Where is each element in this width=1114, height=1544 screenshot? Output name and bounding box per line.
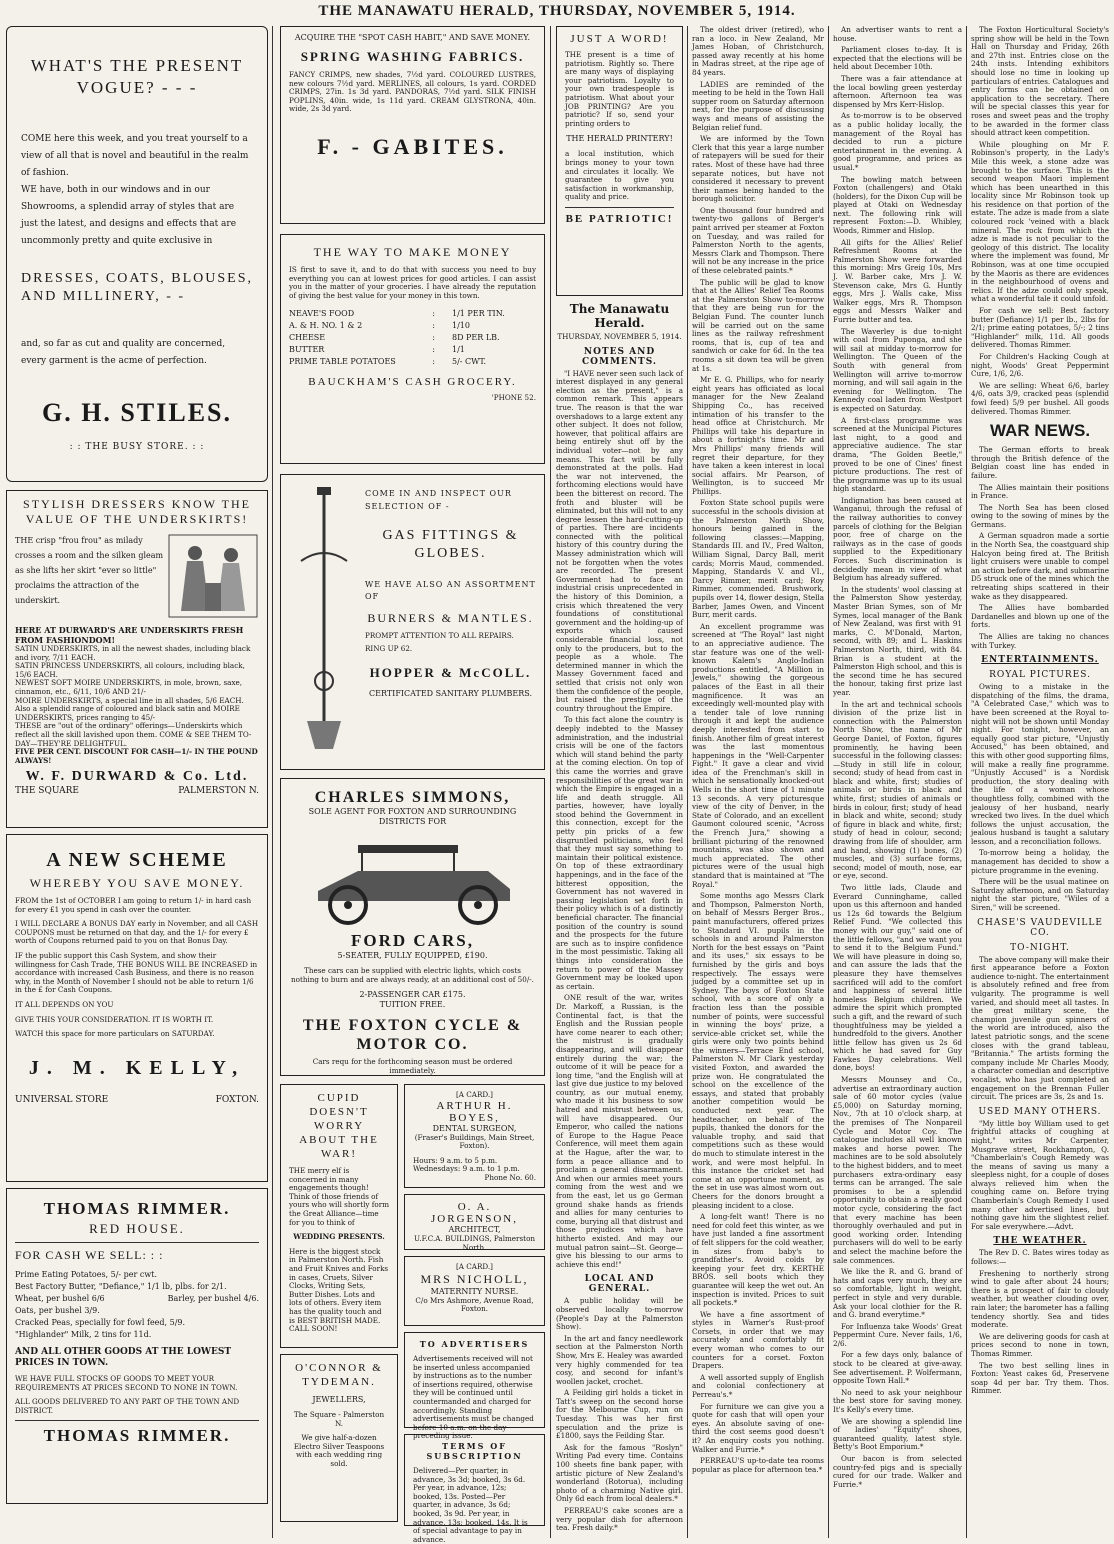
nicholl-name: MRS NICHOLL,: [420, 1271, 529, 1286]
simmons-advert: [280, 778, 545, 1076]
kelly-address-right: FOXTON.: [215, 1094, 259, 1105]
price-row: [289, 344, 536, 356]
printery-body-2: a local institution, which brings money to your town and circulates it locally. We guarantee to give you satisfaction in workmanship, quality and price.: [565, 149, 674, 202]
article-paragraph: All gifts for the Allies' Relief Refreshment Rooms at the Palmerston Show were forwarded this morning: Mrs Greig 10s, Mrs J. W. Barber cake, Mrs J. W. Stevenson cake, Mrs G. Huntly eggs, Mrs J. Walls cake, Miss Walker eggs, Mrs R. Thompson eggs and Messrs Walker and Furrie butter and tea.: [833, 237, 962, 324]
printery-heading: JUST A WORD!: [570, 33, 669, 45]
hopper-heading: GAS FITTINGS & GLOBES.: [382, 528, 519, 561]
entertainments-heading: ENTERTAINMENTS.: [981, 655, 1099, 666]
used-paragraphs: [971, 1120, 1109, 1232]
article-paragraph: A well assorted supply of English and colonial confectionery at Perreau's.*: [692, 1372, 824, 1400]
article-paragraph: To-morrow being a holiday, the management has decided to show a picture programme in the evening.: [971, 848, 1109, 875]
article-paragraph: We are selling: Wheat 6/6, barley 4/6, oats 3/9, cracked peas (splendid fowl feed) 5/9 per bushel. All goods delivered. Thomas Rimmer.: [971, 380, 1109, 416]
durward-heading: STYLISH DRESSERS KNOW THE VALUE OF THE UNDERSKIRTS!: [23, 497, 251, 526]
gabites-top: ACQUIRE THE "SPOT CASH HABIT," AND SAVE MONEY.: [294, 33, 531, 42]
durward-para: FIVE PER CENT. DISCOUNT FOR CASH—1/- IN THE POUND ALWAYS!: [15, 747, 258, 765]
article-paragraph: To this fact alone the country is deeply indebted to the Massey administration, and the industrial crisis will be one of the factors which will stand behind the party at the coming election. On top of this came the worries and grave responsibilities of the great war in which the Empire is engaged in a life and death struggle. All parties, however, have loyally stood behind the Government in this connection, except for the petty pin pricks of a few disgruntled politicians, who feel that they must say something to maintain their political existence. On top of these extraordinary happenings, and in the face of the bitterest opposition, the Government has not wavered in passing legislation set forth in their policy which is of a distinctly beneficial character. The financial position of the country is sound and the prospects for the future are such as to inspire confidence in the most pessimistic. Taking all things into consideration the return to power of the Massey Government may be looked upon as certain.: [556, 715, 683, 991]
price-row: [15, 1329, 259, 1341]
price-cell: :: [432, 357, 435, 367]
gabites-name: F. - GABITES.: [317, 133, 508, 159]
price-row: [15, 1281, 259, 1293]
price-row: [15, 1293, 259, 1305]
durward-para: MOIRE UNDERSKIRTS, a special line in all shades, 5/6 EACH.: [15, 695, 244, 705]
rimmer-para: AND ALL OTHER GOODS AT THE LOWEST PRICES IN TOWN.: [15, 1347, 232, 1368]
simmons-tuition: TUITION FREE.: [379, 1000, 446, 1010]
cupid-sub: WEDDING PRESENTS.: [293, 1232, 385, 1242]
article-paragraph: LADIES are reminded of the meeting to be held in the Town Hall supper room on Saturday afternoon next, for the purpose of discussing ways and means of assisting the Belgian relief fund.: [692, 79, 824, 132]
kelly-para: FROM the 1st of OCTOBER I am going to return 1/- in hard cash for every £1 you spend in cash over the counter.: [15, 896, 252, 914]
advertisers-body: Advertisements received will not be inserted unless accompanied by instructions as to the number of insertions required, otherwise they will be continued until countermanded and charged for accordingly. Standing advertisements must be changed before 10 a.m. on the day preceding issue.: [413, 1354, 534, 1441]
price-cell: "Highlander" Milk, 2 tins for 11d.: [15, 1330, 152, 1339]
price-cell: CHEESE: [289, 333, 326, 343]
article-paragraph: We like the R. and G. brand of hats and caps very much, they are so comfortable, light in weight, perfect in style and very durable. Ask your local clothier for the R. and G. brand everytime.*: [833, 1267, 962, 1320]
article-paragraph: Indignation has been caused at Wanganui, through the refusal of the railway authorities to convey parcels of clothing for the Belgian poor, free of charge on the railways as in the case of goods supplied to the Expeditionary Forces. Such discrimination is decidedly mean in view of what Belgium has already suffered.: [833, 495, 962, 583]
oconnor-advert: [280, 1354, 398, 1522]
article-paragraph: The oldest driver (retired), who ran a loco. in New Zealand, Mr James Hoban, of Christchurch, passed away recently at his home in Madras street, at the ripe age of 84 years.: [692, 25, 824, 77]
bauckham-price-list: [289, 308, 536, 368]
article-paragraph: A Feilding girl holds a ticket in Tatt's sweep on the second horse for the Melbourne Cup, run on Tuesday. This was her first speculation and the prize is £1800, says the Feilding Star.: [556, 1388, 683, 1441]
bauckham-name: BAUCKHAM'S CASH GROCERY.: [308, 376, 517, 389]
article-paragraph: Some months ago Messrs Clark and Thompson, Palmerston North, on behalf of Messrs Berger Bros., paint manufacturers, offered prizes to Standard VI. pupils in the schools in and around Palmerston North for the best essays on "Paint and its uses," six essays to be furnished by the girls and boys respectively. The essays were judged by a committee set up in Sydney. The boys of Foxton State school, with a score of only a fraction less than the possible number of points, were successful in winning the boys' prize, a service-able cricket set, while the girls were only two points behind the winners—Terrace End school, Palmerston N. Mr Clark yesterday visited Foxton, and awarded the prize won. He congratulated the school on the excellence of the essays, and stated that probably another competition would be conducted next year. The headteacher, on behalf of the pupils, thanked the donors for the valuable trophy, and said that competitions such as these would do much to stimulate interest in the work, and were most helpful. In this instance the cricket set had come at an opportune moment, as the set in use was almost worn out. Cheers for the donors brought a pleasing incident to a close.: [692, 891, 824, 1210]
column-1: [6, 26, 268, 1538]
bauckham-advert: [280, 234, 545, 464]
simmons-para: These cars can be supplied with electric lights, which costs nothing to burn and are always ready, at an additional cost of 50/-.: [291, 966, 534, 984]
rimmer-cash-heading: FOR CASH WE SELL: : :: [15, 1248, 164, 1262]
gabites-heading: SPRING WASHING FABRICS.: [300, 49, 525, 64]
advertisers-notice: [404, 1332, 545, 1441]
stiles-para: and, so far as cut and quality are concerned, every garment is the acme of perfection.: [21, 339, 226, 366]
war-news-paragraphs: [971, 446, 1109, 650]
chase-heading: CHASE'S VAUDEVILLE CO.: [977, 917, 1103, 938]
rimmer-para: WE HAVE FULL STOCKS OF GOODS TO MEET YOUR REQUIREMENTS AT PRICES SECOND TO NONE IN TOWN.: [15, 1374, 238, 1392]
price-cell: NEAVE'S FOOD: [289, 309, 355, 319]
kelly-para: IF the public support this Cash System, and show their willingness for Cash Trade, THE BONUS WILL BE INCREASED in accordance with increased Cash Business, and there is no reason why, in the Month of November I should not be able to return 1/6 in the £ for Cash Coupons.: [15, 950, 258, 995]
price-cell: Cracked Peas, specially for fowl feed, 5/9.: [15, 1318, 186, 1327]
boyes-title: DENTAL SURGEON,: [432, 1123, 517, 1133]
stiles-para: WE have, both in our windows and in our Showrooms, a splendid array of styles that are just the latest, and designs and effects that are uncommonly pretty and quite exclusive in: [21, 185, 237, 246]
chase-paragraphs: [971, 956, 1109, 1102]
kelly-para: IT ALL DEPENDS ON YOU: [15, 999, 114, 1009]
simmons-company: THE FOXTON CYCLE & MOTOR CO.: [302, 1017, 523, 1054]
durward-name: W. F. DURWARD & Co. Ltd.: [25, 769, 249, 785]
article-paragraph: In the art and technical schools division of the prize list in connection with the Palmerston North Show, the name of Mr George Daniel, of Foxton, figures prominently, he having been successful in the following classes:—Study in still life in colour, second; study of head from cast in black and white, first; studies of animals or birds in black and white, first; studies of animals or birds in colour, first; study of head in black and white, second; study of figure in black and white, first; study of head in colour, second; drawing from life of shoulder, arm and hand, showing (1) bones, (2) muscles, and (3) surface forms, second; model of mouth, nose, ear or eye, second.: [833, 699, 962, 881]
subscription-heading: TERMS OF SUBSCRIPTION: [426, 1441, 523, 1461]
price-row: [289, 356, 536, 368]
stiles-goods: DRESSES, COATS, BLOUSES, AND MILLINERY, - -: [21, 271, 253, 304]
column-3: [556, 26, 683, 1538]
stiles-tagline: : : THE BUSY STORE. : :: [69, 442, 205, 452]
herald-printery-advert: [556, 26, 683, 296]
subscription-notice: [404, 1434, 545, 1544]
hopper-para: WE HAVE ALSO AN ASSORTMENT OF: [365, 580, 536, 601]
rimmer-subheading: RED HOUSE.: [89, 1221, 185, 1236]
war-news-heading: WAR NEWS.: [989, 421, 1091, 441]
jorgenson-card: [404, 1194, 545, 1250]
simmons-para: 2-PASSENGER CAR £175.: [359, 990, 466, 1000]
article-paragraph: For Children's Hacking Cough at night, Woods' Great Peppermint Cure, 1/6, 2/6.: [971, 351, 1109, 379]
article-paragraph: A long-felt want! There is no need for cold feet this winter, as we have just landed a fine assortment of felt slippers for the cold weather, in sizes from baby's to grandfather's. Avoid colds by keeping your feet dry. KERTHE BROS. sell boots which they guarantee will keep the wet out. An inspection is invited. Prices to suit all pockets.*: [692, 1212, 824, 1308]
masthead: THE MANAWATU HERALD, THURSDAY, NOVEMBER 5, 1914.: [318, 3, 796, 19]
price-row: [15, 1317, 259, 1329]
article-paragraph: We have a fine assortment of styles in Warner's Rust-proof Corsets, in order that we may accurately and comfortably fit every woman who comes to our counters for a corset. Foxton Drapers.: [692, 1309, 824, 1371]
column-4: [692, 26, 824, 1538]
price-row: [15, 1305, 259, 1317]
gabites-body: FANCY CRIMPS, new shades, 7½d yard. COLOURED LUSTRES, new colours 7½d yard. MERLINES, all colours, 1s yard. CORDED CRIMPS, 27in. 1s 3d yard. PANDORAS, 7½d yard. SILK FINISH POPLINS, 40in. wide, 1s 11d yard. CREAM GLYSTRONA, 40in. wide, 2s 3d yard.: [289, 70, 536, 114]
article-paragraph: The Waverley is due to-night with coal from Puponga, and she will sail at midday to-morrow for Wellington. The Queen of the South with general from Wellington will arrive to-morrow morning, and will sail again in the evening for Wellington. The Kennedy coal laden from Westport is expected on Saturday.: [833, 326, 962, 413]
price-cell: :: [432, 309, 435, 319]
gabites-advert: [280, 26, 545, 224]
article-paragraph: A first-class programme was screened at the Municipal Pictures last night, to a good and appreciative audience. The star drama, "The Golden Beetle," proved to be one of Cines' finest picture productions. The rest of the programme was up to its usual high standard.: [833, 415, 962, 494]
article-paragraph: The public will be glad to know that at the Allies' Relief Tea Rooms at the Palmerston Show to-morrow that they are being run for the Belgian Fund. The counter lunch will be carried out on the same lines as the railway refreshment rooms, that is, cup of tea and sandwich or cake for 6d. In the tea rooms a sit down tea will be given at 1s.: [692, 277, 824, 373]
rimmer-footer: THOMAS RIMMER.: [43, 1426, 231, 1446]
cupid-heading: CUPID DOESN'T WORRY ABOUT THE WAR!: [299, 1092, 379, 1160]
article-paragraph: Messrs Mounsey and Co., advertise an extraordinary auction sale of 60 motor cycles (value £5,000) on Saturday morning, Nov., 7th at 10 o'clock sharp, at the premises of The Nonpareil Cycle and Motor Coy. The catalogue includes all well known makes and horse power. The machines are to be sold absolutely to the highest bidders, and to meet purchasers extra-ordinary easy terms can be arranged. The sale promises to be a splendid opportunity to obtain a really good motor cycle, considering the fact that every machine has been thoroughly overhauled and put in good working order. Intending purchasers will do well to be early and select the machine before the sale commences.: [833, 1075, 962, 1265]
article-paragraph: We are showing a splendid line of ladies' "Equity" shoes, guaranteed quality, latest style. Betty's Boot Emporium.*: [833, 1416, 962, 1452]
kelly-para: WATCH this space for more particulars on SATURDAY.: [15, 1029, 215, 1039]
article-paragraph: For furniture we can give you a quote for cash that will open your eyes. An absolute saving of one-third the cost seems good doesn't it? An enquiry costs you nothing. Walker and Furrie.*: [692, 1401, 824, 1454]
boyes-address: (Fraser's Buildings, Main Street, Foxton).: [414, 1132, 535, 1151]
kelly-heading: A NEW SCHEME: [46, 849, 228, 871]
durward-advert: [6, 490, 268, 828]
paper-title: The Manawatu Herald.: [569, 302, 670, 330]
durward-para: NEWEST SOFT MOIRE UNDERSKIRTS, in mole, brown, saxe, cinnamon, etc., 6/11, 10/6 AND 21/-: [15, 678, 243, 696]
oconnor-name: O'CONNOR & TYDEMAN.: [295, 1362, 383, 1388]
price-cell: Prime Eating Potatoes, 5/- per cwt.: [15, 1270, 157, 1279]
article-paragraph: For Influenza take Woods' Great Peppermint Cure. Never fails, 1/6, 2/6.: [833, 1321, 962, 1348]
simmons-para: Cars requ for the forthcoming season must be ordered immediately.: [312, 1057, 513, 1075]
price-cell: PRIME TABLE POTATOES: [289, 357, 396, 367]
durward-address-left: THE SQUARE: [15, 786, 79, 797]
rimmer-price-list: [15, 1269, 259, 1341]
column-5: [833, 26, 962, 1538]
printery-name: THE HERALD PRINTERY!: [566, 134, 673, 144]
article-paragraph: The Rev D. C. Bates wires today as follows:—: [971, 1248, 1109, 1267]
war-news-paragraph: The North Sea has been closed owing to the sowing of mines by the Germans.: [971, 502, 1109, 529]
kelly-para: I WILL DECLARE A BONUS DAY early in November, and all CASH COUPONS must be returned on that day, and the 1/- for every £ worth of Coupons returned paid to you on that Bonus Day.: [15, 919, 259, 946]
printery-motto: BE PATRIOTIC!: [565, 212, 674, 225]
article-paragraph: There will be the usual matinee on Saturday afternoon, and on Saturday night the star picture, "Wiles of a Siren," will be screened.: [971, 877, 1109, 913]
simmons-name: CHARLES SIMMONS,: [314, 789, 511, 806]
hopper-subheading: BURNERS & MANTLES.: [367, 611, 534, 625]
column-rule: [272, 26, 273, 1538]
rimmer-name: THOMAS RIMMER.: [43, 1199, 231, 1218]
nicholl-address: C/o Mrs Ashmore, Avenue Road, Foxton.: [415, 1295, 534, 1314]
kelly-subheading: WHEREBY YOU SAVE MONEY.: [29, 876, 245, 890]
notes-heading: NOTES AND COMMENTS.: [581, 346, 658, 367]
boyes-card-label: [A CARD.]: [456, 1090, 493, 1099]
article-paragraph: PERREAU'S cake scones are a very popular dish for afternoon tea. Fresh daily.*: [556, 1506, 683, 1533]
article-paragraph: The two best selling lines in Foxton: Yeast cakes 6d, Preservene soap 4d per bar. Try them. Thos. Rimmer.: [971, 1360, 1109, 1396]
local-paragraphs: [556, 1297, 683, 1532]
stiles-advert: [6, 26, 268, 482]
oconnor-address: The Square - Palmerston N.: [293, 1410, 385, 1428]
simmons-seater: 5-SEATER, FULLY EQUIPPED, £190.: [337, 951, 488, 960]
hopper-para: PROMPT ATTENTION TO ALL REPAIRS.: [365, 631, 514, 640]
price-cell: 1/1 PER TIN.: [452, 309, 505, 319]
rimmer-para: ALL GOODS DELIVERED TO ANY PART OF THE TOWN AND DISTRICT.: [15, 1397, 240, 1415]
cupid-para: THE merry elf is concerned in many engagements though! Think of those friends of yours who will shortly form the Great Alliance—time for you to think of: [289, 1166, 390, 1227]
war-news-paragraph: The Allies have bombarded Dardanelles and blown up one of the forts.: [971, 603, 1109, 630]
article-paragraph: The bowling match between Foxton (challengers) and Otaki (holders), for the Dixon Cup will be played at Otaki on Wednesday next. The following rink will represent Foxton:—D. Whibley, Woods, Rimmer and Hislop.: [833, 174, 962, 236]
column-rule: [828, 26, 829, 1538]
notes-paragraphs: [556, 370, 683, 1270]
stiles-heading: WHAT'S THE PRESENT VOGUE? - - -: [30, 56, 244, 97]
local-heading: LOCAL AND GENERAL.: [584, 1274, 655, 1295]
article-paragraph: Parliament closes to-day. It is expected that the elections will be held about December 10th.: [833, 45, 962, 72]
column-rule: [687, 26, 688, 1538]
article-paragraph: PERREAU'S up-to-date tea rooms popular as place for afternoon tea.*: [692, 1456, 824, 1474]
durward-para: THESE are "out of the ordinary" offerings—Underskirts which reflect all the skill lavished upon them. COME & SEE THEM TO-DAY—THEY'RE DELIGHTFUL.: [15, 721, 252, 748]
price-cell: :: [432, 333, 435, 343]
column-rule: [550, 26, 551, 1538]
bauckham-body: IS first to save it, and to do that with success you need to buy everything you can at lowest prices for good articles. I can assist you in the matter of your groceries. I have already the reputation of giving the best value for your money in this town.: [289, 265, 536, 300]
article-paragraph: We are informed by the Town Clerk that this year a large number of ratepayers will be sued for their rates. Most of these have had three separate notices, but have not considered it necessary to prevent their names being handed to the borough solicitor.: [692, 134, 824, 204]
article-paragraph: Our bacon is from selected country-fed pigs and is specially cured for our trade. Walker and Furrie.*: [833, 1454, 962, 1489]
article-paragraph: A public holiday will be observed locally to-morrow (People's Day at the Palmerston Show).: [556, 1296, 683, 1332]
advertisers-heading: TO ADVERTISERS: [419, 1339, 530, 1349]
column-rule: [966, 26, 967, 1538]
price-cell: Oats, per bushel 3/9.: [15, 1306, 100, 1315]
durward-intro: THE crisp "frou frou" as milady crosses a room and the silken gleam as she lifts her skirt "ever so little" proclaims the attraction of the underskirt.: [15, 536, 164, 605]
nicholl-card-label: [A CARD.]: [456, 1262, 493, 1271]
article-paragraph: One thousand four hundred and twenty-two gallons of Berger's paint arrived per steamer at Foxton on Tuesday, and was railed for Palmerston North to the agents, Messrs Clark and Thompson. There will not be any increase in the price of these celebrated paints.*: [692, 205, 824, 276]
nicholl-card: [404, 1256, 545, 1326]
durward-para: SATIN UNDERSKIRTS, in all the newest shades, including black and ivory, 7/11 EACH.: [15, 644, 251, 662]
news-paragraphs: [971, 26, 1109, 416]
royal-pictures-paragraphs: [971, 683, 1109, 912]
news-paragraphs: [692, 26, 824, 1474]
price-row: [289, 332, 536, 344]
article-paragraph: Ask for the famous "Roslyn" Writing Pad every time. Contains 100 sheets fine bank paper, with artistic picture of New Zealand's wonderland (Rotorua), including photo of a charming Native girl. Only 6d each from local dealers.*: [556, 1442, 683, 1504]
article-paragraph: Two little lads, Claude and Everard Cunninghame, called upon us this afternoon and handed us 12s 6d towards the Belgium Relief Fund. "We collected this money with our guy," said one of the little fellows, "and we want you to send it to the Belgium Fund." We will have pleasure in doing so, and can assure the lads that the pleasure they have themselves sacrificed will add to the comfort and happiness of several little homeless Belgium children. We admire the spirit which prompted such a gift, and the reward of such thoughtfulness may be yielded a hundredfold to the givers. Another little fellow has given us 2s 6d which he had saved for Guy Fawkes Day celebrations. Well done, boys!: [833, 883, 962, 1073]
article-paragraph: "My little boy William used to get frightful attacks of coughing at night," writes Mr Carpenter, Musgrave street, Rockhampton, Q. "Chamberlain's Cough Remedy was the means of saving us many a sleepless night, for a couple of doses always relieved him when the coughing came on. Before trying Chamberlain's Cough Remedy I used many other advertised lines, but nothing gave him the slightest relief. For sale everywhere.—Advt.: [971, 1118, 1109, 1231]
column-2: [280, 26, 545, 1544]
article-paragraph: Owing to a mistake in the dispatching of the films, the drama, "A Celebrated Case," which was to have been screened at the Royal to-night will not be shown until Monday night. For tonight, however, an equally good star picture, "Unjustly Accused," has been obtained, and this with other good supporting films, will make a really fine programme. "Unjustly Accused" is a Nordisk production, the story dealing with the life of a woman whose thoughtless folly, combined with the jealousy of her husband, nearly wrecked two lives. In the duel which follows the unjust accusation, the jealous husband is taught a salutary lesson, and a reconciliation follows.: [971, 682, 1109, 846]
durward-para: Also a splendid range of coloured and black satin and MOIRE UNDERSKIRTS, prices ranging to 45/-: [15, 704, 240, 722]
hopper-ring: RING UP 62.: [365, 643, 413, 653]
ladies-illustration: [167, 533, 259, 619]
oconnor-para: We give half-a-dozen Electro Silver Teaspoons with each wedding ring sold.: [293, 1433, 385, 1468]
war-news-paragraph: A German squadron made a sortie in the North Sea, the coastguard ship Halcyon being fired at. The British light cruisers were unable to compel an action before dark, and submarine D5 struck one of the mines which the retreating ships scattered in their wake as they disappeared.: [971, 531, 1109, 601]
durward-address-right: PALMERSTON N.: [178, 786, 259, 797]
article-paragraph: There was a fair attendance at the local bowling green yesterday afternoon. Afternoon tea was dispensed by Mrs Kerr-Hislop.: [833, 73, 962, 109]
article-paragraph: An advertiser wants to rent a house.: [833, 25, 962, 43]
printery-body: THE present is a time of patriotism. Rightly so. There are many ways of displaying your patriotism. Loyalty to your own tradespeople is patriotism. What about your JOB PRINTING? Are you patriotic? If so, send your printing orders to: [565, 50, 674, 128]
weather-paragraphs: [971, 1249, 1109, 1396]
war-news-paragraph: The Allies maintain their positions in France.: [971, 482, 1109, 501]
column-6: [971, 26, 1109, 1538]
jorgenson-title: ARCHITECT,: [448, 1225, 501, 1234]
article-paragraph: The Foxton Horticultural Society's spring show will be held in the Town Hall on Thursday and Friday, 26th and 27th inst. Entries close on the 24th insts. Intending exhibitors should lose no time in looking up particulars of entries. Catalogues and entry forms can be obtained on application to the secretary. There will be special classes this year for roses and sweet peas and the trophy to be awarded in the former class should attract keen competition.: [971, 25, 1110, 138]
used-heading: USED MANY OTHERS.: [978, 1106, 1102, 1117]
hopper-advert: [280, 474, 545, 770]
price-cell: 1/1: [452, 345, 465, 355]
kelly-advert: [6, 834, 268, 1182]
price-cell: Barley, per bushel 4/6.: [167, 1294, 259, 1303]
price-row: [289, 308, 536, 320]
article-paragraph: For cash we sell: Best factory butter (Defiance) 1/1 per lb., 2lbs for 2/1; prime eating potatoes, 5/-; 2 tins "Highlander" milk, 11d. All goods delivered. Thomas Rimmer.: [971, 306, 1109, 350]
article-paragraph: No need to ask your neighbour the best store for saving money. It's Kelly's every time.: [833, 1387, 962, 1415]
subscription-body: Delivered—Per quarter, in advance, 3s 3d; booked, 3s 6d. Per year, in advance, 12s; booked, 13s. Posted—Per quarter, in advance, 3s 6d; booked, 3s 9d. Per year, in advance, 13s; booked, 14s. It is of special advantage to pay in advance.: [413, 1466, 528, 1544]
article-paragraph: An excellent programme was screened at "The Royal" last night to an appreciative audience. The star feature was one of the well-known Kalem's Anglo-Indian productions entitled, "A Million in Jewels," showing the gorgeous palaces of the East in all their magnificence. It was an exceedingly well-mounted play with a tender tale of love running through it and kept the audience deeply interested from start to finish. Another film of great interest was the last momentous happenings in the "Well-Carpenter Fight." It gave a clear and vivid idea of the Frenchman's skill in which he sensationally knocked-out Wells in the short time of 1 minute 13 seconds. A very picturesque view of the city of Denver, in the State of Colorado, and an excellent Gaumont coloured scenic, "Across the French Jura," showing a brilliant picturing of the renowned mountains, was also shown and much appreciated. The other pictures were of the usual high standard that is maintained at "The Royal.": [692, 621, 824, 889]
price-cell: BUTTER: [289, 345, 325, 355]
price-row: [289, 320, 536, 332]
article-paragraph: Mr E. G. Phillips, who for nearly eight years has officiated as local manager for the New Zealand Shipping Co., has received intimation of his transfer to the head office at Christchurch. Mr Phillips will take his departure in about a fortnight's time. Mr and Mrs Phillips' many friends will regret their departure, for they have taken a keen interest in local social affairs. Mr Pearson, of Wellington, is to succeed Mr Phillips.: [692, 375, 824, 496]
stiles-name: G. H. STILES.: [41, 398, 232, 427]
cupid-para: Here is the biggest stock in Palmerston North. Fish and Fruit Knives and Forks in cases, Cruets, Silver Clocks, Writing Sets, Butter Dishes. Lots and lots of others. Every item has the quality touch and is BEST BRITISH MADE. CALL SOON!: [289, 1246, 389, 1334]
simmons-sub: SOLE AGENT FOR FOXTON AND SURROUNDING DISTRICTS FOR: [308, 807, 517, 826]
price-cell: Best Factory Butter, "Defiance," 1/1 lb, plbs. for 2/1.: [15, 1282, 227, 1291]
article-paragraph: For a few days only, balance of stock to be cleared at give-away. See advertisement. P. Wolfermann, opposite Town Hall.*: [833, 1350, 962, 1386]
boyes-phone: Phone No. 60.: [484, 1172, 536, 1182]
article-paragraph: While ploughing on Mr F. Robinson's property, in the Lady's Mile this week, a stone adze was brought to the surface. This is the second weapon Maori implement which has been unearthed in this locality since Mr Robinson took up his residence on that portion of the estate. The adze is made from a slate coloured rock 'veined with a black mineral. The rock from which the adze is made is not peculiar to the geology of this district. The locality where the implement was found, Mr Robinson, was at one time occupied by the Maoris as there are evidences in the neighbourhood of ovens and relics. If the adze could only speak, what a wonderful tale it could unfold.: [971, 139, 1109, 304]
royal-pictures-heading: ROYAL PICTURES.: [989, 670, 1091, 681]
rimmer-advert: [6, 1188, 268, 1504]
price-cell: 8D PER LB.: [452, 333, 500, 343]
price-row: [15, 1269, 259, 1281]
article-paragraph: We are delivering goods for cash at prices second to none in town, Thomas Rimmer.: [971, 1331, 1109, 1358]
nicholl-title: MATERNITY NURSE.: [430, 1286, 519, 1296]
article-paragraph: "I HAVE never seen such lack of interest displayed in any general election as the present," is a common remark. This appears true. The reason is that the war overshadows to a large extent any other subject. It does not follow, however, that political affairs are being entirely shut off by the individual voter—not by any means. This fact will be fully demonstrated at the polls. Had the war not intervened, the forthcoming elections would have been the bitterest on record. The froth and bluster will be eliminated, but this will not to any degree lessen the hard-cutting-up of parties. There are incidents connected with the political history of this country during the Massey administration which will not be forgotten when the votes are recorded. The present Government had to face an industrial crisis unprecedented in the history of this Dominion, a crisis which threatened the very foundations of constitutional government and the holding-up of exports which caused considerable financial loss, not only to the producers, but to the people as a whole. The determined manner in which the Massey Government faced and settled that crisis not only won them the confidence of the people, but raised the prestige of the country throughout the Empire.: [556, 368, 683, 713]
cupid-advert: [280, 1084, 398, 1348]
boyes-hours: Hours: 9 a.m. to 5 p.m. Wednesdays: 9 a.m. to 1 p.m.: [413, 1155, 520, 1174]
kelly-name: J. M. KELLY,: [28, 1056, 246, 1079]
hopper-tagline: CERTIFICATED SANITARY PLUMBERS.: [368, 689, 532, 699]
price-cell: 1/10: [452, 321, 470, 331]
simmons-cars: FORD CARS,: [351, 931, 474, 950]
article-paragraph: ONE result of the war, writes Dr. Markoff, a Russian, is the Continental fact, is that the English and the Russian people have come nearer to each other; the mistrust is gradually disappearing, and will disappear entirely during the war; the outcome of it will be peace for a long time, "and the English will at last give due justice to my beloved country, as our mutual enemy, who made it his business to sow hatred and mistrust between us, will have disappeared. Our Emperor, who called the nations of Europe to the Hague Peace Conference, will meet them again at the Hague, after the war, to form a peace alliance and to proclaim a general disarmament. And when our armies meet yours coming from the west and we from the east, let us go German ground shake hands as friends and allies for many centuries to come, burying all that distrust and those prejudices which have hitherto existed. And may our mutual patron saint—St. George—give his blessing to our arms to achieve this end!": [556, 993, 683, 1269]
paper-date: THURSDAY, NOVEMBER 5, 1914.: [557, 332, 682, 341]
durward-para: SATIN PRINCESS UNDERSKIRTS, all colours, including black, 15/6 EACH.: [15, 661, 245, 679]
stiles-para: COME here this week, and you treat yourself to a view of all that is novel and beautiful in the realm of fashion.: [21, 134, 249, 178]
boyes-name: ARTHUR H. BOYES,: [436, 1099, 513, 1124]
war-news-paragraph: The German efforts to break through the British defence of the Belgian coast line has ended in failure.: [971, 445, 1109, 480]
hopper-para: COME IN AND INSPECT OUR SELECTION OF -: [365, 489, 512, 511]
news-paragraphs: [833, 26, 962, 1489]
bauckham-phone: 'PHONE 52.: [491, 393, 536, 403]
article-paragraph: In the art and fancy needlework section at the Palmerston North Show, Mrs E. Healey was awarded very highly commended for tea cosy, and second for infant's woollen jacket, crochet.: [556, 1333, 683, 1386]
price-cell: Wheat, per bushel 6/6: [15, 1294, 105, 1303]
kelly-para: GIVE THIS YOUR CONSIDERATION. IT IS WORTH IT.: [15, 1014, 214, 1024]
war-news-paragraph: The Allies are taking no chances with Turkey.: [971, 632, 1109, 650]
article-paragraph: Foxton State school pupils were successful in the schools division at the Palmerston North Show, honours being gained in the following classes:—Mapping, Standards III. and IV., Fred Walton, William Signal, Darcy Ball, merit cards; Morris Maud, commended. Mapping, Standards V. and VI., Darcy Rimmer, merit card; Roy Rimmer, commended. Brushwork, pupils over 14, flower design, Stella Barber, James Owen, and Vincent Burr, merit cards.: [692, 498, 824, 620]
article-paragraph: The above company will make their first appearance before a Foxton audience to-night. The entertainment is absolutely refined and free from vulgarity. The programme is well varied, and should meet all tastes. In the great military scene, the champion juvenile gun spinners of the world are introduced, also the latest patriotic songs, and the scene closes with the grand tableau, "Britannia." The artists forming the company include Mr Charles Moody, a character comedian and descriptive vocalist, who has just completed an engagement on the Brennan Fuller circuit. The prices are 3s, 2s and 1s.: [971, 954, 1109, 1102]
price-cell: A. & H. NO. 1 & 2: [289, 321, 363, 331]
hopper-name: HOPPER & McCOLL.: [369, 665, 532, 681]
price-cell: :: [432, 321, 435, 331]
article-paragraph: In the students' wool classing at the Palmerston Show yesterday, Master Brian Symes, son of Mr Symes, local manager of the Bank of New Zealand, was first with 91 marks, C. M'Donald, Marton, second, with 89; and L. Haskins Palmerston North, third, with 84. Brian is a student at the Palmerston High school, and this is the second time he has secured the honour, taking first prize last year.: [833, 584, 962, 697]
jorgenson-address: U.F.C.A. BUILDINGS, Palmerston North.: [413, 1234, 536, 1252]
durward-para: HERE AT DURWARD'S ARE UNDERSKIRTS FRESH FROM FASHIONDOM!: [15, 625, 244, 645]
gas-fitting-illustration: [289, 481, 359, 761]
price-cell: :: [432, 345, 435, 355]
boyes-card: [404, 1084, 545, 1188]
kelly-address-left: UNIVERSAL STORE: [15, 1094, 109, 1105]
ford-car-illustration: [298, 831, 528, 927]
article-paragraph: Freshening to northerly strong wind to gale after about 24 hours; there is a prospect of fair to cloudy weather, but weather clouding over, rain later; the barometer has a falling tendency shortly. Sea and tides moderate.: [971, 1268, 1109, 1330]
oconnor-jewellers: JEWELLERS,: [312, 1395, 366, 1404]
chase-subheading: TO-NIGHT.: [1010, 942, 1070, 953]
weather-heading: THE WEATHER.: [993, 1236, 1087, 1247]
price-cell: 5/- CWT.: [452, 357, 487, 367]
bauckham-heading: THE WAY TO MAKE MONEY: [313, 245, 512, 259]
article-paragraph: As to-morrow is to be observed as a public holiday locally, the management of the Royal has decided to run a picture entertainment in the evening. A good programme, and prices as usual.*: [833, 111, 962, 172]
jorgenson-name: O. A. JORGENSON,: [431, 1201, 518, 1225]
